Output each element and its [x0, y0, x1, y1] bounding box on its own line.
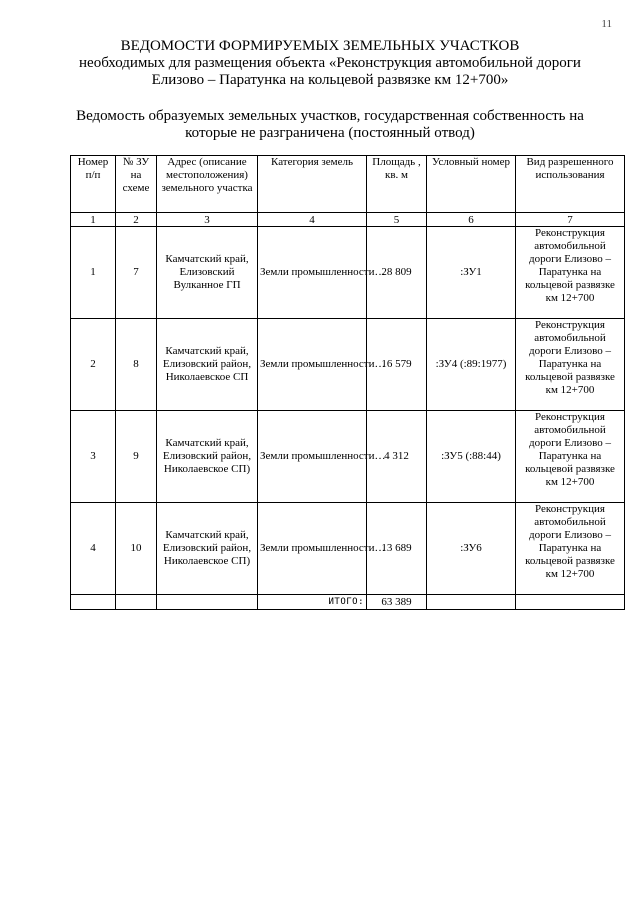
column-number: 7 [516, 213, 625, 227]
total-label: ИТОГО: [258, 595, 367, 610]
cell-conditional-number: :ЗУ5 (:88:44) [427, 411, 516, 503]
cell-category: Земли промышленности… [258, 411, 367, 503]
cell-permitted-use: Реконструкция автомобильной дороги Елизово – Паратунка на кольцевой развязке км 12+700 [516, 319, 625, 411]
table-row [71, 503, 625, 595]
land-plots-table [70, 155, 625, 610]
total-empty-cell [157, 595, 258, 610]
column-number-row [71, 213, 625, 227]
cell-category: Земли промышленности… [258, 227, 367, 319]
total-empty-cell [427, 595, 516, 610]
header-area: Площадь , кв. м [367, 156, 427, 213]
cell-permitted-use: Реконструкция автомобильной дороги Елизово – Паратунка на кольцевой развязке км 12+700 [516, 227, 625, 319]
cell-area: 16 579 [367, 319, 427, 411]
table-header-row [71, 156, 625, 213]
column-number: 2 [116, 213, 157, 227]
total-empty-cell [516, 595, 625, 610]
cell-address: Камчатский край, Елизовский район, Николаевское СП) [157, 503, 258, 595]
column-number: 4 [258, 213, 367, 227]
cell-number: 1 [71, 227, 116, 319]
column-number: 5 [367, 213, 427, 227]
table-row [71, 411, 625, 503]
total-empty-cell [116, 595, 157, 610]
header-conditional-number: Условный номер [427, 156, 516, 213]
total-empty-cell [71, 595, 116, 610]
cell-permitted-use: Реконструкция автомобильной дороги Елизово – Паратунка на кольцевой развязке км 12+700 [516, 503, 625, 595]
header-number: Номер п/п [71, 156, 116, 213]
cell-address: Камчатский край, Елизовский район, Николаевское СП [157, 319, 258, 411]
cell-category: Земли промышленности… [258, 503, 367, 595]
cell-zu-number: 7 [116, 227, 157, 319]
header-category: Категория земель [258, 156, 367, 213]
column-number: 1 [71, 213, 116, 227]
header-zu-number: № ЗУ на схеме [116, 156, 157, 213]
cell-zu-number: 8 [116, 319, 157, 411]
header-permitted-use: Вид разрешенного использования [516, 156, 625, 213]
cell-conditional-number: :ЗУ4 (:89:1977) [427, 319, 516, 411]
cell-category: Земли промышленности… [258, 319, 367, 411]
header-address: Адрес (описание местоположения) земельного участка [157, 156, 258, 213]
total-area-value: 63 389 [367, 595, 427, 610]
cell-area: 28 809 [367, 227, 427, 319]
cell-number: 3 [71, 411, 116, 503]
document-title: ВЕДОМОСТИ ФОРМИРУЕМЫХ ЗЕМЕЛЬНЫХ УЧАСТКОВ [120, 38, 520, 54]
column-number: 6 [427, 213, 516, 227]
cell-area: 13 689 [367, 503, 427, 595]
cell-area: 4 312 [367, 411, 427, 503]
cell-conditional-number: :ЗУ1 [427, 227, 516, 319]
cell-conditional-number: :ЗУ6 [427, 503, 516, 595]
statement-subtitle: Ведомость образуемых земельных участков, государственная собственность на которые не разграничена (постоянный отвод) [76, 108, 584, 141]
cell-address: Камчатский край, Елизовский район, Николаевское СП) [157, 411, 258, 503]
page-number: 11 [601, 18, 612, 30]
total-row [71, 595, 625, 610]
table-row [71, 319, 625, 411]
table-row [71, 227, 625, 319]
cell-zu-number: 9 [116, 411, 157, 503]
cell-permitted-use: Реконструкция автомобильной дороги Елизово – Паратунка на кольцевой развязке км 12+700 [516, 411, 625, 503]
cell-address: Камчатский край, Елизовский Вулканное ГП [157, 227, 258, 319]
cell-number: 2 [71, 319, 116, 411]
column-number: 3 [157, 213, 258, 227]
cell-zu-number: 10 [116, 503, 157, 595]
document-title-object: необходимых для размещения объекта «Реконструкция автомобильной дороги Елизово – Паратунка на кольцевой развязке км 12+700» [79, 55, 581, 88]
cell-number: 4 [71, 503, 116, 595]
